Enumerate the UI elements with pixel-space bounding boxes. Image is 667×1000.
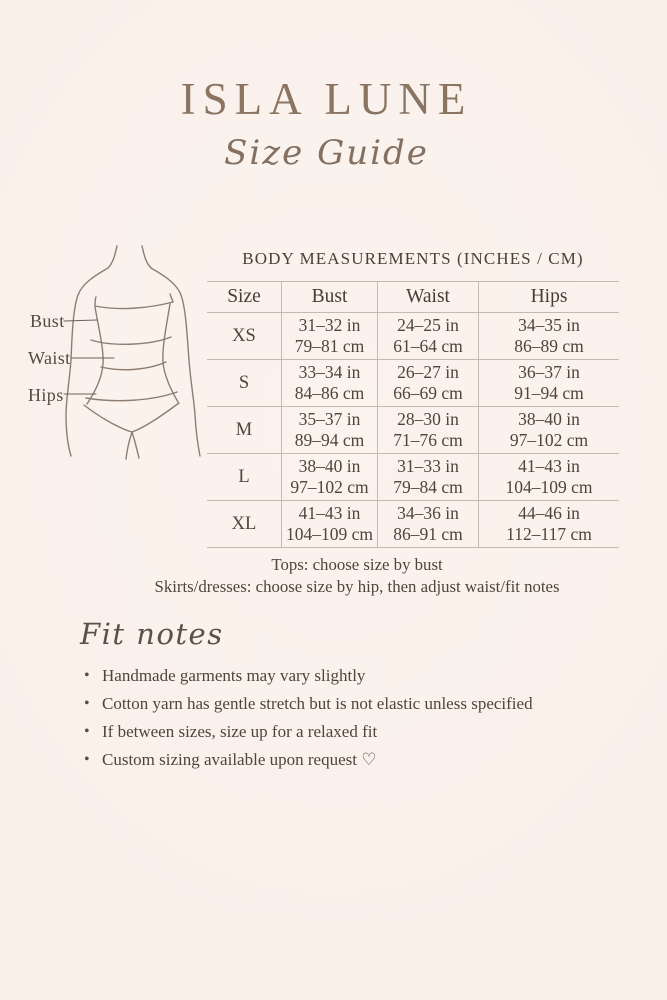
figure-label-waist: Waist	[28, 348, 71, 368]
size-cell: XL	[231, 513, 257, 534]
bust-cell	[281, 501, 377, 547]
size-cell: M	[235, 419, 253, 440]
cm-value: 112–117 cm	[506, 524, 592, 544]
inches-value: 31–32 in	[298, 315, 361, 335]
waist-cell	[377, 313, 478, 359]
cm-value: 71–76 cm	[393, 430, 463, 450]
fit-note-item: • If between sizes, size up for a relaxed fit	[80, 722, 620, 741]
cm-value: 84–86 cm	[294, 383, 365, 403]
cm-value: 97–102 cm	[290, 477, 369, 497]
brand-title: ISLA LUNE	[180, 74, 473, 124]
left-arm-line	[66, 268, 108, 456]
bikini-left-line	[84, 405, 132, 432]
inches-value: 35–37 in	[298, 409, 361, 429]
hips-cell	[478, 501, 619, 547]
footnote-tops: Tops: choose size by bust	[271, 555, 443, 574]
inches-value: 41–43 in	[298, 503, 361, 523]
table-footnotes	[47, 554, 667, 598]
size-table	[207, 281, 619, 548]
inches-value: 26–27 in	[397, 362, 459, 382]
hips-cell	[478, 313, 619, 359]
fit-note-item: • Handmade garments may vary slightly	[80, 666, 620, 685]
torso-right-line	[163, 304, 178, 402]
column-header-hips: Hips	[478, 282, 619, 312]
waist-cell	[377, 360, 478, 406]
bandeau-left-tick	[95, 297, 96, 306]
bust-leader-line	[64, 320, 97, 321]
cm-value: 91–94 cm	[514, 383, 584, 403]
figure-label-hips: Hips	[28, 385, 64, 405]
bandeau-bottom-line	[91, 337, 171, 344]
page-header	[0, 74, 660, 173]
inner-thigh-right-line	[132, 432, 139, 458]
inches-value: 38–40 in	[298, 456, 361, 476]
neck-right-line	[142, 246, 151, 268]
table-row	[207, 407, 619, 454]
size-cell: L	[238, 466, 250, 487]
inches-value: 41–43 in	[518, 456, 580, 476]
inches-value: 33–34 in	[298, 362, 361, 382]
column-header-size: Size	[227, 286, 261, 308]
fit-note-item: • Custom sizing available upon request ♡	[80, 750, 620, 769]
hips-cell	[478, 454, 619, 500]
waist-cell	[377, 407, 478, 453]
hips-cell	[478, 360, 619, 406]
table-row	[207, 360, 619, 407]
inches-value: 36–37 in	[518, 362, 580, 382]
inches-value: 44–46 in	[518, 503, 580, 523]
table-title: BODY MEASUREMENTS (INCHES / CM)	[242, 249, 584, 268]
table-row	[207, 454, 619, 501]
page-subtitle: Size Guide	[224, 133, 429, 173]
fit-notes-list	[80, 666, 620, 769]
cm-value: 104–109 cm	[505, 477, 593, 497]
table-header-row	[207, 282, 619, 313]
cm-value: 97–102 cm	[509, 430, 589, 450]
bust-cell	[281, 407, 377, 453]
inches-value: 38–40 in	[518, 409, 580, 429]
cm-value: 89–94 cm	[294, 430, 365, 450]
waist-cell	[377, 454, 478, 500]
bandeau-right-tick	[170, 294, 173, 302]
bandeau-top-line	[95, 302, 173, 309]
fit-notes-heading: Fit notes	[80, 617, 224, 651]
cm-value: 79–81 cm	[294, 336, 365, 356]
fit-notes-section	[80, 617, 620, 778]
torso-left-line	[87, 307, 103, 404]
fit-note-item: • Cotton yarn has gentle stretch but is not elastic unless specified	[80, 694, 620, 713]
bust-cell	[281, 313, 377, 359]
cm-value: 61–64 cm	[393, 336, 463, 356]
bust-cell	[281, 360, 377, 406]
bikini-right-line	[132, 403, 179, 432]
inches-value: 31–33 in	[397, 456, 459, 476]
cm-value: 79–84 cm	[393, 477, 463, 497]
cm-value: 86–91 cm	[393, 524, 463, 544]
cm-value: 66–69 cm	[393, 383, 463, 403]
waist-cell	[377, 501, 478, 547]
neck-left-line	[108, 246, 117, 268]
table-row	[207, 501, 619, 548]
cm-value: 86–89 cm	[514, 336, 584, 356]
hips-curve-line	[86, 392, 177, 401]
column-header-waist: Waist	[377, 282, 478, 312]
inches-value: 34–35 in	[518, 315, 580, 335]
bust-cell	[281, 454, 377, 500]
inches-value: 28–30 in	[397, 409, 459, 429]
footnote-skirts: Skirts/dresses: choose size by hip, then adjust waist/fit notes	[154, 577, 560, 596]
size-cell: XS	[232, 325, 256, 346]
inches-value: 34–36 in	[397, 503, 459, 523]
cm-value: 104–109 cm	[285, 524, 373, 544]
hips-cell	[478, 407, 619, 453]
column-header-bust: Bust	[281, 282, 377, 312]
right-arm-line	[151, 268, 200, 456]
table-row	[207, 313, 619, 360]
inner-thigh-left-line	[126, 432, 132, 459]
waist-curve-line	[101, 362, 166, 370]
figure-label-bust: Bust	[30, 311, 65, 331]
size-cell: S	[238, 372, 250, 393]
inches-value: 24–25 in	[397, 315, 459, 335]
